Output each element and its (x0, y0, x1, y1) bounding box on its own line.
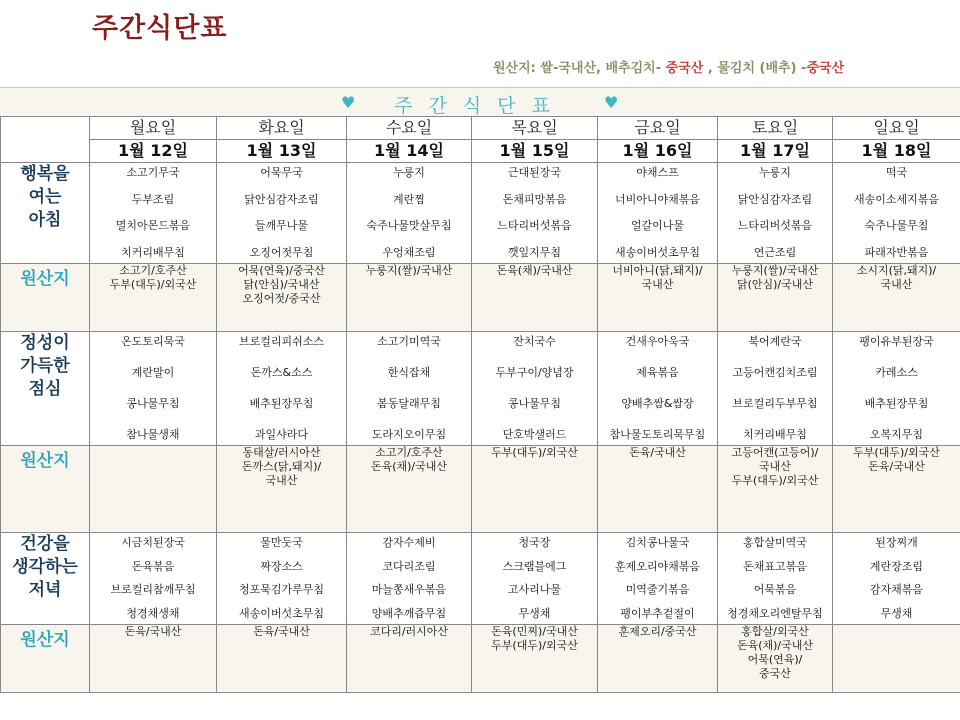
menu-item: 물만둣국 (260, 536, 303, 549)
menu-item: 온도토리묵국 (121, 335, 185, 348)
origin-item: 두부(대두)/외국산 (109, 278, 197, 291)
origin-item: 동태살/러시아산 (242, 446, 321, 459)
menu-item: 무생채 (518, 606, 551, 620)
menu-item: 잔치국수 (513, 335, 556, 348)
menu-item: 숙주나물무침 (864, 219, 929, 233)
origin-item: 돈육(채)/국내산 (370, 460, 448, 473)
menu-item: 양배추쌈&쌈장 (621, 397, 694, 410)
origin-item: 두부(대두)/외국산 (491, 639, 578, 652)
dinner-row (1, 533, 960, 625)
day-name-cell: 월요일 (90, 117, 217, 140)
origin-cell (217, 625, 347, 693)
origin-item: 돈까스(닭,돼지)/ (241, 460, 322, 473)
origin-item: 소고기/호주산 (119, 264, 187, 277)
meal-items (718, 163, 832, 263)
heart-icon: ♥ (341, 93, 356, 112)
menu-item: 숙주나물맛살무침 (366, 219, 452, 233)
origin-item: 국내산 (641, 278, 674, 291)
meal-items (472, 332, 597, 445)
meal-label-line: 여는 (28, 187, 62, 207)
page-title: 주간식단표 (92, 13, 228, 44)
origin-items (718, 264, 832, 292)
meal-cell (347, 533, 472, 625)
menu-item: 닭안심감자조림 (244, 192, 319, 206)
menu-item: 과일샤라다 (254, 428, 309, 441)
menu-item: 북어계란국 (748, 335, 802, 348)
menu-item: 브로컬리참깨무침 (110, 583, 196, 597)
menu-item: 된장찌개 (875, 536, 918, 549)
menu-item: 고등어캔김치조림 (732, 366, 818, 379)
menu-item: 어묵볶음 (753, 583, 797, 597)
menu-item: 돈채피망볶음 (502, 192, 567, 206)
meal-cell (472, 163, 598, 264)
menu-item: 단호박샐러드 (502, 428, 567, 441)
menu-item: 파래자반볶음 (864, 245, 929, 259)
origin-cell (718, 625, 833, 693)
origin-cell (718, 446, 833, 533)
origin-cell (598, 264, 718, 332)
origin-item: 돈육/국내산 (253, 625, 310, 638)
meal-cell (718, 163, 833, 264)
origin-item: 오징어젓/중국산 (242, 292, 321, 305)
origin-items (217, 264, 346, 306)
menu-item: 연근조림 (753, 245, 797, 259)
menu-item: 너비아니야채볶음 (614, 192, 700, 206)
menu-item: 돈까스&소스 (250, 366, 313, 379)
banner (0, 87, 960, 118)
menu-item: 제육볶음 (636, 366, 679, 379)
meal-cell (718, 533, 833, 625)
menu-item: 스크램블에그 (502, 559, 567, 573)
day-row (1, 117, 960, 140)
origin-item: 소시지(닭,돼지)/ (856, 264, 937, 277)
meal-cell (833, 533, 960, 625)
origin-label: 원산지 (1, 264, 90, 332)
origin-item: 고등어캔(고등어)/ (731, 446, 819, 459)
menu-item: 청포묵김가루무침 (238, 583, 324, 597)
menu-item: 느타리버섯볶음 (497, 219, 572, 233)
origin-items (472, 264, 597, 278)
meal-items (90, 332, 216, 445)
menu-item: 청국장 (518, 536, 551, 549)
meal-cell (833, 163, 960, 264)
meal-items (347, 332, 471, 445)
origin-item: 닭(안심)/국내산 (736, 278, 814, 291)
origin-note (493, 57, 844, 76)
day-name-cell: 토요일 (718, 117, 833, 140)
menu-item: 한식잡채 (387, 366, 431, 379)
origin-items (833, 446, 960, 474)
meal-items (472, 533, 597, 624)
menu-item: 어묵무국 (260, 166, 303, 179)
origin-items (90, 264, 216, 292)
menu-item: 우엉채조림 (382, 245, 436, 259)
origin-items (833, 264, 960, 292)
menu-item: 홍합살미역국 (743, 536, 807, 549)
origin-item: 국내산 (759, 460, 791, 473)
origin-item: 두부(대두)/외국산 (731, 474, 819, 487)
menu-item: 두부구이/양념장 (495, 366, 574, 379)
menu-item: 깻잎지무침 (507, 245, 562, 259)
meal-items (217, 332, 346, 445)
day-name-cell: 일요일 (833, 117, 960, 140)
menu-item: 소고기미역국 (377, 335, 441, 348)
meal-items (833, 163, 960, 263)
origin-items (598, 264, 717, 292)
breakfast-origin-row (1, 264, 960, 332)
origin-item: 소고기/호주산 (375, 446, 443, 459)
meal-items (90, 533, 216, 624)
origin-cell (90, 446, 217, 533)
menu-item: 양배추깨즙무침 (371, 606, 447, 620)
origin-item: 두부(대두)/외국산 (491, 446, 578, 459)
menu-item: 치커리배무침 (743, 428, 807, 441)
meal-cell (472, 332, 598, 446)
date-cell: 1월 14일 (347, 140, 472, 163)
date-cell: 1월 17일 (718, 140, 833, 163)
menu-item: 돈육볶음 (131, 559, 175, 573)
meal-cell (90, 533, 217, 625)
origin-item: 홍합살/외국산 (741, 625, 809, 638)
origin-item: 두부(대두)/외국산 (853, 446, 940, 459)
meal-label-line: 아침 (28, 210, 62, 230)
table-corner (1, 117, 90, 163)
meal-cell (472, 533, 598, 625)
origin-items (347, 264, 471, 278)
meal-cell (347, 332, 472, 446)
menu-item: 치커리배무침 (121, 245, 185, 259)
weekly-menu-table (0, 116, 960, 693)
origin-items (472, 446, 597, 460)
menu-item: 배추된장무침 (864, 397, 929, 410)
origin-items (347, 446, 471, 474)
origin-items (217, 625, 346, 639)
menu-item: 브로컬리두부무침 (732, 397, 818, 410)
banner-title: 주간식단표 (394, 95, 566, 117)
origin-item: 너비아니(닭,돼지)/ (612, 264, 703, 277)
menu-item: 누룽지 (393, 166, 425, 179)
date-cell: 1월 12일 (90, 140, 217, 163)
menu-item: 소고기무국 (126, 166, 180, 179)
menu-item: 팽이유부된장국 (859, 335, 934, 348)
menu-item: 오징어젓무침 (249, 245, 314, 259)
meal-label-line: 정성이 (20, 333, 70, 353)
meal-label-line: 생각하는 (12, 557, 78, 577)
date-cell: 1월 13일 (217, 140, 347, 163)
origin-cell (718, 264, 833, 332)
origin-cell (217, 264, 347, 332)
meal-label-line: 저녁 (28, 580, 62, 600)
meal-items (598, 332, 717, 445)
origin-items (347, 625, 471, 639)
meal-cell (347, 163, 472, 264)
menu-item: 야채스프 (636, 166, 679, 179)
origin-cell (833, 264, 960, 332)
meal-cell (833, 332, 960, 446)
breakfast-row (1, 163, 960, 264)
meal-cell (217, 163, 347, 264)
origin-cell (472, 625, 598, 693)
menu-item: 카레소스 (875, 366, 918, 379)
origin-item: 누룽지(쌀)/국내산 (731, 264, 819, 277)
day-name-cell: 금요일 (598, 117, 718, 140)
menu-item: 배추된장무침 (249, 397, 314, 410)
mulkimchi-origin: 중국산 (806, 61, 845, 76)
origin-item: 돈육(채)/국내산 (736, 639, 814, 652)
day-name-cell: 목요일 (472, 117, 598, 140)
meal-cell (217, 332, 347, 446)
menu-item: 코다리조림 (382, 559, 436, 573)
origin-cell (598, 446, 718, 533)
menu-item: 고사리나물 (507, 583, 562, 597)
origin-item: 훈제오리/중국산 (618, 625, 697, 638)
meal-items (718, 332, 832, 445)
menu-item: 마늘쫑새우볶음 (371, 583, 447, 597)
origin-cell (347, 625, 472, 693)
lunch-label (1, 332, 90, 446)
origin-cell (90, 264, 217, 332)
meal-cell (598, 163, 718, 264)
menu-item: 봄동달래무침 (377, 397, 441, 410)
meal-items (217, 533, 346, 624)
menu-item: 계란말이 (131, 366, 175, 379)
origin-item: 국내산 (265, 474, 298, 487)
origin-note-middle: , 물김치 (배추) - (703, 61, 807, 76)
origin-cell (472, 264, 598, 332)
origin-item: 돈육/국내산 (868, 460, 925, 473)
dinner-label (1, 533, 90, 625)
menu-item: 계란찜 (393, 192, 425, 206)
day-name-cell: 수요일 (347, 117, 472, 140)
meal-items (217, 163, 346, 263)
origin-items (598, 625, 717, 639)
origin-item: 닭(안심)/국내산 (243, 278, 320, 291)
origin-item: 돈육/국내산 (124, 625, 182, 638)
menu-item: 새송이버섯초무침 (614, 245, 700, 259)
menu-item: 얼갈이나물 (630, 219, 685, 233)
menu-item: 누룽지 (759, 166, 791, 179)
origin-item: 코다리/러시아산 (369, 625, 449, 638)
origin-label: 원산지 (1, 446, 90, 533)
origin-item: 어묵(연육)/중국산 (238, 264, 325, 277)
menu-item: 브로컬리피쉬소스 (238, 335, 324, 348)
menu-item: 계란장조림 (869, 559, 924, 573)
menu-item: 팽이부추겉절이 (620, 606, 695, 620)
menu-item: 두부조림 (131, 192, 175, 206)
menu-item: 새송이소세지볶음 (853, 192, 939, 206)
meal-items (833, 332, 960, 445)
meal-label-line: 건강을 (20, 534, 70, 554)
menu-item: 근대된장국 (507, 166, 562, 179)
menu-item: 김치콩나물국 (625, 536, 690, 549)
meal-items (347, 163, 471, 263)
menu-item: 멸치아몬드볶음 (115, 219, 191, 233)
menu-item: 미역줄기볶음 (625, 583, 690, 597)
menu-item: 닭안심감자조림 (737, 192, 813, 206)
origin-item: 돈육/국내산 (629, 446, 686, 459)
date-cell: 1월 18일 (833, 140, 960, 163)
menu-item: 콩나물무침 (507, 397, 562, 410)
meal-cell (217, 533, 347, 625)
lunch-row (1, 332, 960, 446)
meal-cell (90, 332, 217, 446)
origin-items (472, 625, 597, 653)
menu-item: 짜장소스 (260, 559, 303, 573)
meal-label-line: 가득한 (20, 356, 70, 376)
origin-cell (598, 625, 718, 693)
kimchi-origin: 중국산 (665, 61, 704, 76)
origin-note-prefix: 원산지: 쌀-국내산, 배추김치- (493, 61, 666, 76)
dinner-origin-row (1, 625, 960, 693)
meal-items (598, 163, 717, 263)
origin-item: 돈육(민찌)/국내산 (491, 625, 578, 638)
origin-cell (90, 625, 217, 693)
meal-items (472, 163, 597, 263)
menu-item: 감자채볶음 (869, 583, 924, 597)
day-name-cell: 화요일 (217, 117, 347, 140)
meal-label-line: 행복을 (20, 164, 70, 184)
menu-item: 훈제오리야채볶음 (614, 559, 700, 573)
lunch-origin-row (1, 446, 960, 533)
meal-label-line: 점심 (28, 379, 62, 399)
meal-cell (598, 533, 718, 625)
origin-item: 국내산 (880, 278, 913, 291)
menu-item: 건새우아욱국 (625, 335, 690, 348)
origin-items (598, 446, 717, 460)
meal-items (718, 533, 832, 624)
breakfast-label (1, 163, 90, 264)
origin-items (718, 446, 832, 488)
menu-item: 시금치된장국 (121, 536, 185, 549)
date-cell: 1월 16일 (598, 140, 718, 163)
origin-item: 어묵(연육)/ (747, 653, 803, 666)
origin-items (217, 446, 346, 488)
date-row (1, 140, 960, 163)
menu-item: 청경채생채 (126, 606, 180, 620)
meal-items (833, 533, 960, 624)
menu-item: 감자수제비 (382, 536, 436, 549)
origin-item: 중국산 (759, 667, 791, 680)
origin-item: 돈육(채)/국내산 (496, 264, 573, 277)
menu-item: 도라지오이무침 (371, 428, 447, 441)
meal-items (347, 533, 471, 624)
meal-items (598, 533, 717, 624)
menu-item: 오복지무침 (869, 428, 924, 441)
menu-item: 떡국 (885, 166, 908, 179)
origin-cell (833, 446, 960, 533)
origin-cell (347, 446, 472, 533)
meal-items (90, 163, 216, 263)
menu-item: 콩나물무침 (126, 397, 180, 410)
menu-item: 참나물도토리묵무침 (609, 428, 706, 441)
heart-icon: ♥ (604, 93, 619, 112)
meal-cell (598, 332, 718, 446)
origin-items (90, 625, 216, 639)
origin-cell (472, 446, 598, 533)
origin-cell (347, 264, 472, 332)
menu-item: 참나물생채 (126, 428, 180, 441)
origin-label: 원산지 (1, 625, 90, 693)
date-cell: 1월 15일 (472, 140, 598, 163)
origin-cell (217, 446, 347, 533)
origin-cell (833, 625, 960, 693)
menu-item: 느타리버섯볶음 (737, 219, 813, 233)
meal-cell (718, 332, 833, 446)
menu-item: 들깨무나물 (254, 219, 309, 233)
menu-item: 새송이버섯초무침 (238, 606, 324, 620)
meal-cell (90, 163, 217, 264)
menu-item: 청경채오리엔탈무침 (727, 606, 823, 620)
origin-items (718, 625, 832, 681)
menu-item: 돈채표고볶음 (743, 559, 807, 573)
menu-item: 무생채 (880, 606, 913, 620)
origin-item: 누룽지(쌀)/국내산 (365, 264, 453, 277)
